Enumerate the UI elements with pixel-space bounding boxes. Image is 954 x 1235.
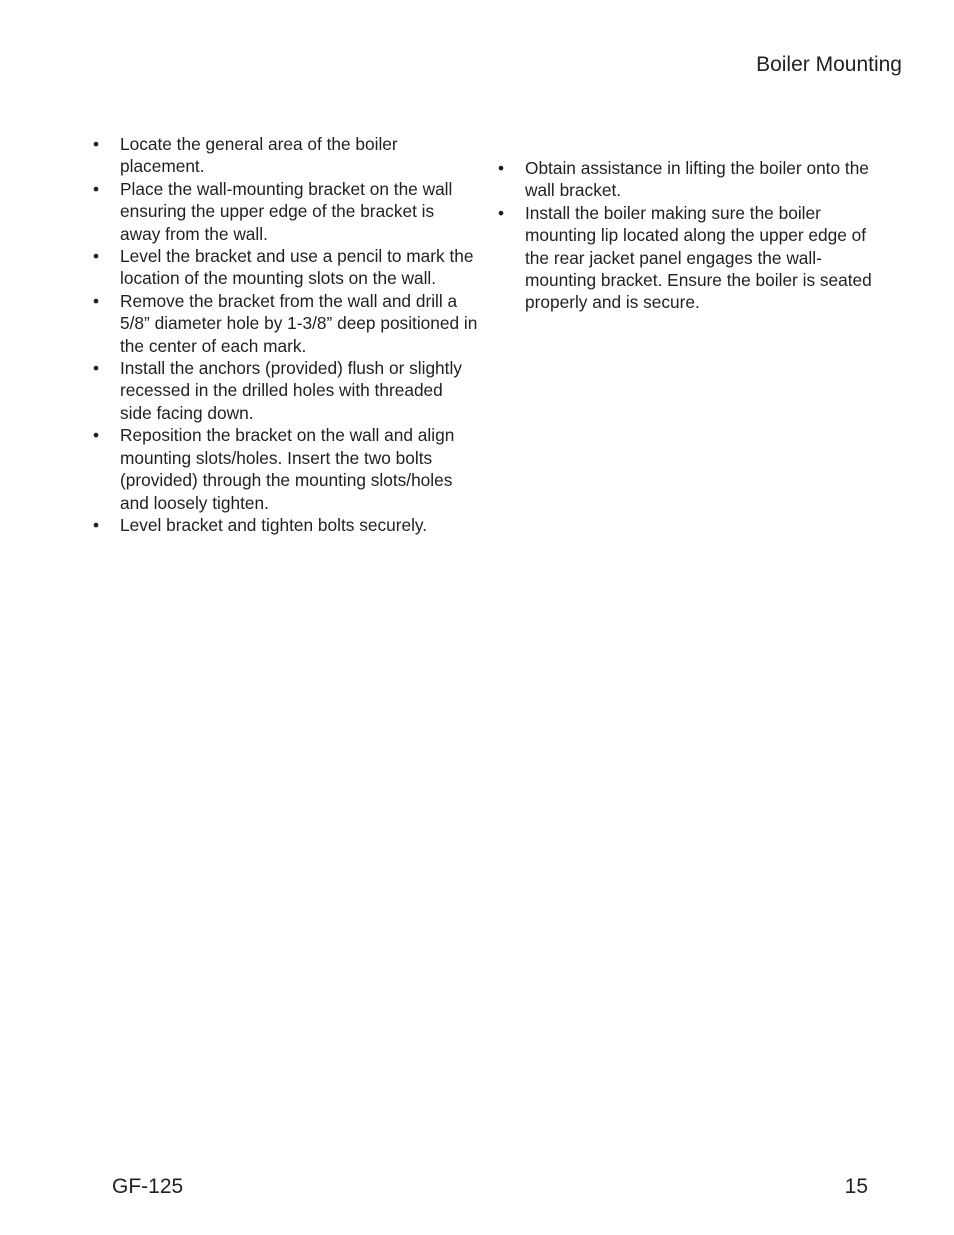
model-number: GF-125 [112,1175,184,1198]
instruction-text: Level bracket and tighten bolts securely. [120,514,428,535]
list-item [498,202,883,314]
list-item [93,245,478,290]
instruction-text: Install the anchors (provided) flush or slightly recessed in the drilled holes with threaded side facing down. [120,358,462,423]
instruction-text: Obtain assistance in lifting the boiler onto the wall bracket. [525,158,869,201]
bullet-icon: • [93,425,100,446]
bullet-icon: • [498,202,505,223]
instruction-text: Locate the general area of the boiler placement. [120,134,398,177]
instruction-text: Reposition the bracket on the wall and align mounting slots/holes. Insert the two bolts (provided) through the mounting slots/holes and loosely tighten. [120,425,455,513]
instruction-text: Place the wall-mounting bracket on the wall ensuring the upper edge of the bracket is away from the wall. [120,178,453,244]
bullet-icon: • [93,514,100,535]
list-item [93,178,478,245]
right-instruction-list [498,157,883,314]
bullet-icon: • [498,158,505,178]
section-title: Boiler Mounting [756,53,902,76]
list-item [498,157,883,202]
instruction-text: Remove the bracket from the wall and drill a 5/8” diameter hole by 1-3/8” deep positioned in the center of each mark. [120,290,478,356]
left-instruction-list [93,133,478,536]
bullet-icon: • [93,134,100,154]
bullet-icon: • [93,246,100,267]
list-item [93,514,478,536]
list-item [93,290,478,357]
list-item [93,424,478,514]
bullet-icon: • [93,290,100,311]
bullet-icon: • [93,358,100,379]
list-item [93,357,478,424]
instruction-text: Install the boiler making sure the boiler mounting lip located along the upper edge of the rear jacket panel engages the wall-mounting bracket. Ensure the boiler is seated properly and is secure. [525,202,872,313]
list-item [93,133,478,178]
bullet-icon: • [93,178,100,199]
instruction-text: Level the bracket and use a pencil to mark the location of the mounting slots on the wall. [120,246,474,289]
page-number: 15 [844,1175,868,1198]
